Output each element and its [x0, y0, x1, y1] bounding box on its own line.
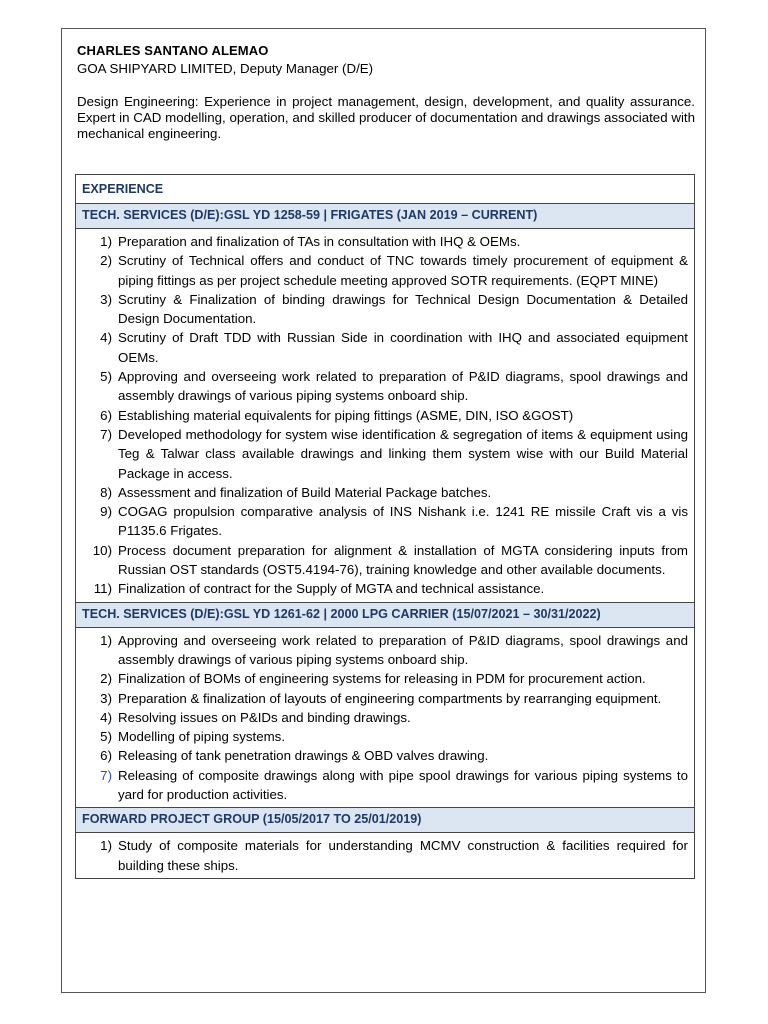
- list-item: [76, 708, 688, 727]
- list-item-text: Establishing material equivalents for piping fittings (ASME, DIN, ISO &GOST): [118, 407, 574, 423]
- list-item: [76, 579, 688, 598]
- list-item-number: 7): [100, 767, 112, 783]
- list-item: [76, 669, 688, 688]
- experience-heading: EXPERIENCE: [76, 175, 694, 204]
- list-item-number: 9): [100, 504, 112, 520]
- list-item-number: 6): [100, 748, 112, 764]
- list-item: [76, 689, 688, 708]
- list-item: [76, 766, 688, 805]
- list-item-text: Preparation & finalization of layouts of engineering compartments by rearranging equipment.: [118, 690, 662, 706]
- list-item-number: 1): [100, 838, 112, 854]
- section-heading-lpg-carrier: TECH. SERVICES (D/E):GSL YD 1261-62 | 2000 LPG CARRIER (15/07/2021 – 30/31/2022): [76, 603, 694, 628]
- list-item: [76, 483, 688, 502]
- candidate-name: CHARLES SANTANO ALEMAO: [77, 43, 269, 58]
- section-heading-forward-project: FORWARD PROJECT GROUP (15/05/2017 TO 25/01/2019): [76, 808, 694, 833]
- list-item-number: 1): [100, 632, 112, 648]
- resume-page: [61, 28, 706, 993]
- section-body-forward-project: [76, 833, 694, 878]
- list-item-number: 10): [92, 542, 112, 558]
- list-item-number: 5): [100, 729, 112, 745]
- list-item-text: Assessment and finalization of Build Material Package batches.: [118, 484, 492, 500]
- list-item-text: Scrutiny & Finalization of binding drawings for Technical Design Documentation & Detailed Design Documentation.: [118, 291, 688, 327]
- profile-summary: Design Engineering: Experience in project management, design, development, and quality assurance. Expert in CAD modelling, operation, and skilled producer of documentation and drawings associated with mechanical engineering.: [77, 94, 695, 141]
- list-item-text: Preparation and finalization of TAs in consultation with IHQ & OEMs.: [118, 234, 521, 249]
- list-item: [76, 425, 688, 483]
- list-item-number: 11): [93, 581, 112, 597]
- list-item: [76, 631, 688, 670]
- list-item-text: Resolving issues on P&IDs and binding drawings.: [118, 709, 411, 725]
- list-item-text: Finalization of contract for the Supply of MGTA and technical assistance.: [118, 581, 545, 597]
- list-item-number: 6): [100, 407, 112, 423]
- experience-table: [75, 174, 695, 879]
- list-item: [76, 251, 688, 290]
- list-item-number: 7): [100, 426, 112, 442]
- list-item-text: Finalization of BOMs of engineering systems for releasing in PDM for procurement action.: [118, 671, 646, 687]
- list-item-number: 4): [100, 330, 112, 346]
- list-item: [76, 746, 688, 765]
- list-item: [76, 836, 688, 875]
- list-item: [76, 367, 688, 406]
- list-item: [76, 328, 688, 367]
- list-item-text: COGAG propulsion comparative analysis of INS Nishank i.e. 1241 RE missile Craft vis a vis P1135.6 Frigates.: [118, 504, 688, 539]
- list-item-text: Modelling of piping systems.: [118, 729, 286, 745]
- list-item-text: Process document preparation for alignment & installation of MGTA considering inputs from Russian OST standards (OST5.4194-76), training knowledge and other available documents.: [118, 542, 688, 578]
- list-item-text: Approving and overseeing work related to preparation of P&ID diagrams, spool drawings and assembly drawings of various piping systems onboard ship.: [118, 632, 688, 667]
- section-heading-frigates: TECH. SERVICES (D/E):GSL YD 1258-59 | FRIGATES (JAN 2019 – CURRENT): [76, 204, 694, 229]
- list-item: [76, 406, 688, 425]
- list-item-text: Study of composite materials for understanding MCMV construction & facilities required for building these ships.: [118, 838, 688, 873]
- list-item-number: 3): [100, 690, 112, 706]
- current-position: GOA SHIPYARD LIMITED, Deputy Manager (D/E): [77, 61, 374, 76]
- list-item-number: 2): [100, 671, 112, 687]
- list-item: [76, 727, 688, 746]
- list-item: [76, 290, 688, 329]
- list-item-number: 2): [100, 253, 112, 269]
- list-item: [76, 502, 688, 541]
- list-item: [76, 232, 688, 251]
- list-item: [76, 541, 688, 580]
- list-item-number: 4): [100, 709, 112, 725]
- section-body-frigates: [76, 229, 694, 603]
- list-item-text: Developed methodology for system wise identification & segregation of items & equipment using Teg & Talwar class available drawings and linking them system wise with our Build Material Package in access.: [118, 426, 688, 481]
- list-item-text: Approving and overseeing work related to preparation of P&ID diagrams, spool drawings and assembly drawings of various piping systems onboard ship.: [118, 369, 688, 404]
- list-item-text: Scrutiny of Draft TDD with Russian Side in coordination with IHQ and associated equipment OEMs.: [118, 330, 688, 365]
- section-body-lpg-carrier: [76, 628, 694, 809]
- list-item-text: Scrutiny of Technical offers and conduct of TNC towards timely procurement of equipment & piping fittings as per project schedule meeting approved SOTR requirements. (EQPT MINE): [118, 253, 688, 288]
- list-item-number: 5): [100, 369, 112, 385]
- list-item-number: 8): [100, 484, 112, 500]
- list-item-number: 1): [100, 234, 112, 249]
- list-item-text: Releasing of composite drawings along with pipe spool drawings for various piping systems to yard for production activities.: [118, 767, 688, 803]
- list-item-number: 3): [100, 291, 112, 307]
- list-item-text: Releasing of tank penetration drawings & OBD valves drawing.: [118, 748, 489, 764]
